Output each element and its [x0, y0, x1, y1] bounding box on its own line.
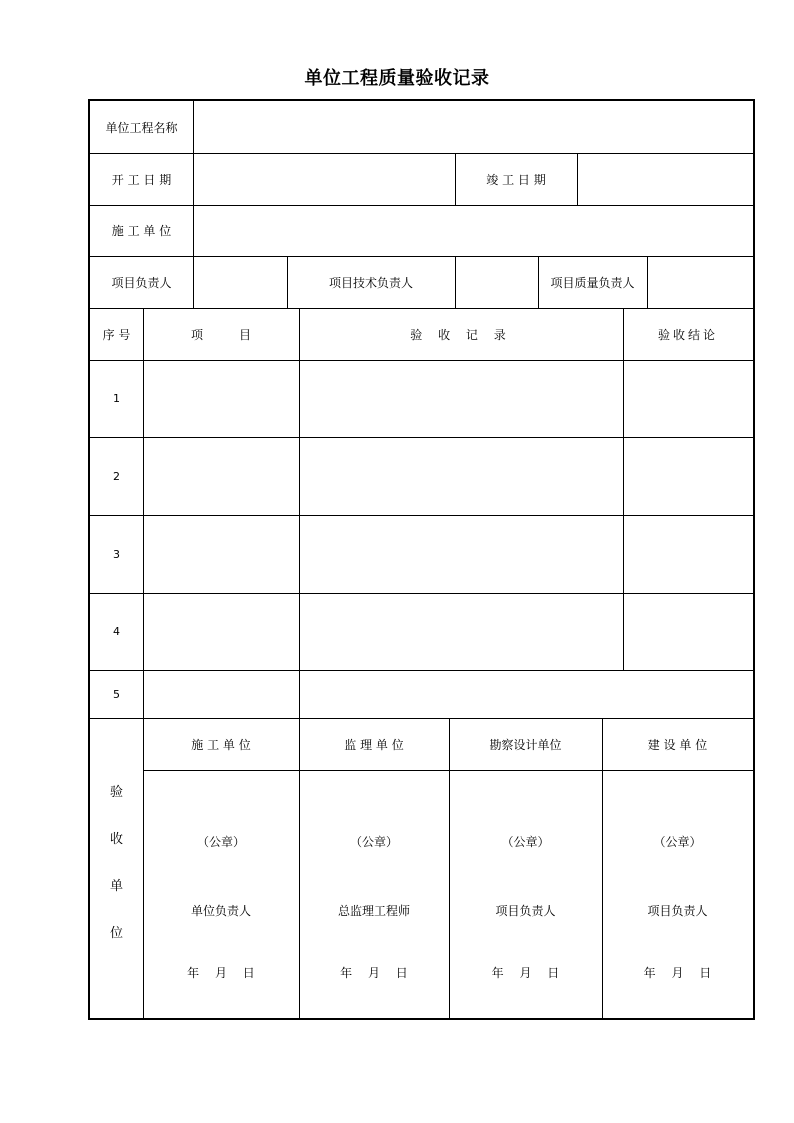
column-header-conclusion: 验收结论 [657, 327, 718, 342]
start-date-field[interactable] [194, 153, 455, 205]
project-tech-manager-field[interactable] [456, 256, 538, 308]
date-owner: 年 月 日 [643, 965, 712, 980]
unit-header-survey-design: 勘察设计单位 [489, 737, 562, 752]
unit-header-supervision: 监 理 单 位 [344, 737, 404, 752]
project-quality-manager-field[interactable] [648, 256, 753, 308]
project-manager-field[interactable] [194, 256, 287, 308]
seal-construction: （公章） [196, 834, 245, 849]
column-header-item: 项 目 [190, 327, 251, 342]
construction-unit-label: 施 工 单 位 [111, 224, 172, 238]
project-manager-label: 项目负责人 [111, 275, 172, 290]
signer-owner: 项目负责人 [647, 903, 708, 918]
row-number-1: 1 [113, 392, 120, 405]
column-header-number: 序 号 [102, 327, 131, 342]
date-survey-design: 年 月 日 [491, 965, 560, 980]
seal-owner: （公章） [653, 834, 702, 849]
project-quality-manager-label: 项目质量负责人 [550, 275, 635, 290]
acceptance-units-side-label [90, 781, 143, 941]
unit-header-construction: 施 工 单 位 [191, 737, 251, 752]
date-construction: 年 月 日 [187, 965, 255, 980]
signer-survey-design: 项目负责人 [495, 903, 556, 918]
unit-header-owner: 建 设 单 位 [647, 737, 708, 752]
seal-supervision: （公章） [349, 834, 398, 849]
construction-unit-field[interactable] [194, 205, 753, 256]
seal-survey-design: （公章） [501, 834, 550, 849]
completion-date-label: 竣 工 日 期 [486, 172, 546, 187]
side-label-char: 收 [109, 832, 123, 847]
project-tech-manager-label: 项目技术负责人 [328, 275, 413, 290]
completion-date-field[interactable] [578, 153, 753, 205]
side-label-char: 单 [109, 879, 123, 894]
start-date-label: 开 工 日 期 [111, 172, 172, 187]
date-supervision: 年 月 日 [340, 965, 408, 980]
row-number-5: 5 [113, 687, 120, 701]
row-number-4: 4 [113, 625, 120, 638]
signer-supervision: 总监理工程师 [337, 903, 410, 918]
page-title: 单位工程质量验收记录 [304, 68, 490, 89]
side-label-char: 验 [109, 785, 123, 800]
unit-project-name-label: 单位工程名称 [105, 120, 178, 135]
acceptance-record-form [88, 99, 755, 1020]
side-label-char: 位 [109, 926, 123, 941]
signer-construction: 单位负责人 [190, 903, 251, 918]
unit-project-name-field[interactable] [194, 101, 753, 153]
row-number-3: 3 [113, 547, 120, 561]
row-number-2: 2 [113, 469, 120, 483]
column-header-record: 验 收 记 录 [410, 327, 512, 342]
